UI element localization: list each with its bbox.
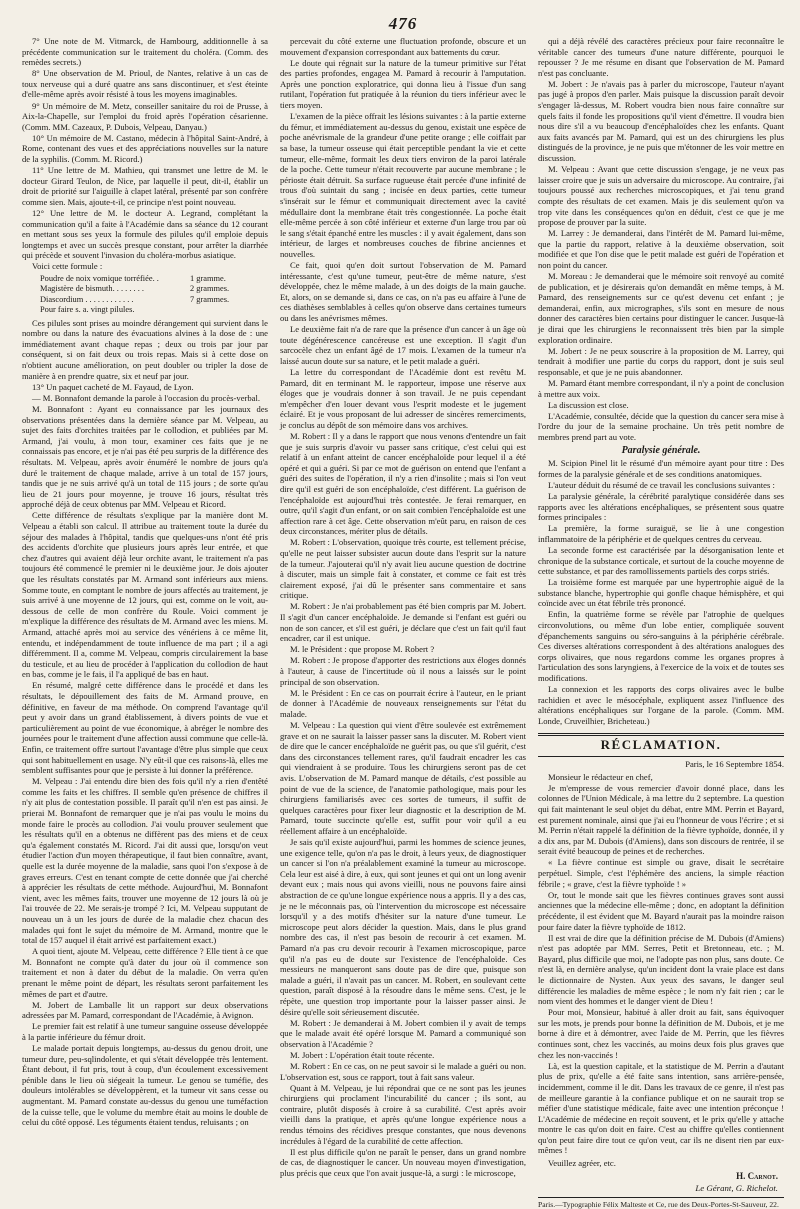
paragraph: Cette différence de résultats s'explique par la manière dont M. Velpeau a établi son calcul. Il attribue au traitement toute la durée du séjour des malades à l'hôpital, tandis que quelques-uns n'ont été pris des accidents d'orchite que plusieurs jours après leur entrée, et que chez d'autres qui avaient déjà leur orchite avant, le traitement n'a pas toujours été commencé le premier ni le deuxième jour. Je dois ajouter que les résultats constatés par M. Armand sont inférieurs aux miens. Somme toute, en comptant le nombre de jours affectés au traitement, je suis arrivé à une moyenne de 12 jours, qui est, comme on le voit, au-dessous de celle de mon confrère du Roule. Voici comment je m'explique la différence des résultats de M. Armand avec les miens. M. Armand, attaché après moi au service des vénériens à ce même lit, entendu, et indépendamment de toute influence de ma part ; il a agi différemment. Il a, comme M. Velpeau, compris circulairement la base du testicule, et au lieu de procéder à l'application du collodion de haut en bas, comme je le fais, il l'a appliqué de bas en haut. xyxy=(22,510,268,680)
paragraph: Le malade portait depuis longtemps, au-dessus du genou droit, une tumeur dure, peu-sqlindolente, et qui s'était développée très lentement. Étant debout, il fut pris, tout à coup, d'un écoulement excessivement pénible dans le lieu où siégeait la tumeur. Le genou se tuméfie, des douleurs intolérables se développèrent, et la tumeur vit sans cesse ou augmentant. M. Pamard constate au-dessus du genou une tuméfaction de la cuisse telle, que le volume du membre était au moins le double de celui du côté opposé. Les téguments étaient tendus, reluisants ; on xyxy=(22,1043,268,1128)
paragraph: Il est plus difficile qu'on ne paraît le penser, dans un grand nombre de cas, de diagnostiquer le cancer. Un nouveau moyen d'investigation, plus précis que ceux que l'on avait jusque-là, a surgi : le microscope, xyxy=(280,1146,526,1178)
page-number: 476 xyxy=(388,14,418,33)
paragraph: La paralysie générale, la cérébrité paralytique considérée dans ses rapports avec les altérations encéphaliques, se présentent sous quatre formes principales : xyxy=(538,490,784,523)
paragraph: La connexion et les rapports des corps olivaires avec le bulbe rachidien et avec le mésocéphale, expliquent assez l'influence des altérations encéphaliques sur l'organe de la parole. (Comm. MM. Londe, Cruveilhier, Bricheteau.) xyxy=(538,684,784,726)
paragraph: M. Robert : Je propose d'apporter des restrictions aux éloges donnés à l'auteur, à cause de l'incertitude où il nous a laissés sur le point principal de son observation. xyxy=(280,655,526,687)
paragraph: La seconde forme est caractérisée par la désorganisation lente et chronique de la substance corticale, et surtout de la couche moyenne de cette substance, et par des ramollissements partiels des corps striés. xyxy=(538,544,784,577)
reclamation-title: RÉCLAMATION. xyxy=(600,736,722,752)
paragraph: L'auteur déduit du résumé de ce travail les conclusions suivantes : xyxy=(548,479,775,490)
paragraph: M. Robert : L'observation, quoique très courte, est tellement précise, qu'elle ne peut laisser subsister aucun doute dans l'esprit sur la nature de la tumeur. J'ajouterai qu'il n'y avait lieu aucune question de doctrine à discuter, mais un simple fait à constater, et comme ce fait est très clairement exposé, j'ai dû le présenter sans commentaire et sans critique. xyxy=(280,537,526,601)
paragraph: M. Jobert de Lamballe lit un rapport sur deux observations adressées par M. Pamard, correspondant de l'Académie, à Avignon. xyxy=(22,999,268,1021)
paragraph: M. Bonnafont : Ayant eu connaissance par les journaux des observations présentées dans la dernière séance par M. Velpeau, au sujet des faits d'orchites traitées par le collodion, et publiées par M. Armand, j'ai voulu, à mon tour, examiner ces faits que je ne connaissais pas encore, et je n'ai pas été peu surpris de la différence des résultats. M. Velpeau, après avoir énuméré le nombre de jours qu'a duré le traitement de chaque malade, arrive à un total de 157 jours, tandis que je ne suis arrivé qu'à un total de 115 jours ; de sorte qu'au lieu de 21 jours pour moyenne, je trouve 16 jours, résultat très approché déjà de ceux obtenus par MM. Velpeau et Ricord. xyxy=(22,403,268,510)
paragraph: M. Velpeau : La question qui vient d'être soulevée est extrêmement grave et on ne saurait la laisser passer sans la discuter. M. Robert vient de dire que le cancer encéphaloïde ne guérit pas, ou que s'il guérit, c'est dans des circonstances tellement rares, qu'il faudrait encadrer les cas qui viendraient à se produire. Tous les chirurgiens seront pas de cet avis. L'observation de M. Pamard manque de détails, c'est possible au point de vue de la science, de l'anatomie pathologique, mais pour les chirurgiens familiarisés avec ces sortes de tumeurs, il suffit de quelques caractères pour fixer leur diagnostic et la description de M. Pamard, toute succincte qu'elle est, suffit pour voir qu'il a eu réellement affaire à un encéphaloïde. xyxy=(280,720,526,836)
paragraph: 12° Une lettre de M. le docteur A. Legrand, complétant la communication qu'il a faite à l'Académie dans sa séance du 12 courant en mettant sous ses yeux la formule des pilules qu'il emploie depuis longtemps et avec un succès presque constant, pour arrêter la diarrhée qui précède et souvent l'invasion du choléra-morbus asiatique. xyxy=(22,208,268,261)
paragraph: M. Robert : Je demanderai à M. Jobert combien il y avait de temps que le malade avait été opéré lorsque M. Pamard a communiqué son observation à l'Académie ? xyxy=(280,1017,526,1049)
printer-imprint: Paris.—Typographie Félix Malteste et Ce, rue des Deux-Portes-St-Sauveur, 22. xyxy=(538,1197,784,1209)
formula-ingredient: Magistère de bismuth. . . . . . . . xyxy=(40,284,144,294)
reclamation-paragraphs xyxy=(538,783,784,1156)
paragraph: Ces pilules sont prises au moindre dérangement qui survient dans le nombre ou dans la nature des évacuations alvines à la dose de : une immédiatement avant chaque repas ; deux ou trois par jour par conséquent, si on fait deux ou trois repas. Mais si à cette dose on n'obtient aucune amélioration, on peut doubler ou tripler la dose de manière à en prendre quatre, six et neuf par jour. xyxy=(22,317,268,381)
formula-quantity: 2 grammes. xyxy=(190,284,230,294)
column-3 xyxy=(538,36,784,1209)
paragraph: M. Moreau : Je demanderai que le mémoire soit renvoyé au comité de publication, et je désirerais qu'on demandât en même temps, à M. Pamard, des renseignements sur ce qu'est devenu cet enfant ; je demanderai, enfin, aux micrographes, s'ils sont en mesure de nous donner des caractères bien certains pour distinguer le cancer. Jusque-là je dirai que les chirurgiens le reconnaissent très bien par la simple exploration ordinaire. xyxy=(538,271,784,345)
formula-quantity xyxy=(190,305,268,315)
paragraph: En résumé, malgré cette différence dans le procédé et dans les résultats, le dépouillement des faits de M. Armand prouve, en définitive, en faveur de ma méthode. On comprend l'avantage qu'il peut y avoir dans un grand établissement, à divers points de vue et particulièrement au point de vue économique, à abréger le nombre des journées pour le traitement d'une affection aussi commune que celle-là. Enfin, ce traitement offre surtout l'avantage d'être plus simple que ceux qui sont habituellement en usage. N'y eût-il que ces raisons-là, elles me semblent suffisantes pour que je persiste à lui donner la préférence. xyxy=(22,680,268,776)
paragraph: 13° Un paquet cacheté de M. Fayaud, de Lyon. xyxy=(32,381,194,392)
pill-formula xyxy=(40,274,268,316)
formula-ingredient: Pour faire s. a. vingt pilules. xyxy=(40,305,135,315)
paragraph: « La fièvre continue est simple ou grave, disait le secrétaire perpétuel. Simple, c'est l'éphémère des anciens, la simple réaction fébrile ; « grave, c'est la fièvre typhoïde ! » xyxy=(538,857,784,889)
paragraph: — M. Bonnafont demande la parole à l'occasion du procès-verbal. xyxy=(32,392,261,403)
paragraph: M. le Président : que propose M. Robert ? xyxy=(290,644,435,655)
paragraph: M. Jobert : L'opération était toute récente. xyxy=(290,1049,435,1060)
divider xyxy=(538,733,784,736)
paragraph: La discussion est close. xyxy=(548,399,629,410)
paragraph: 7° Une note de M. Vitmarck, de Hambourg, additionnelle à sa précédente communication sur le traitement du choléra. (Comm. des remèdes secrets.) xyxy=(22,36,268,68)
columns xyxy=(22,36,784,1209)
divider-thin xyxy=(538,756,784,757)
paragraph: Voici cette formule : xyxy=(32,261,103,272)
formula-row xyxy=(40,284,268,294)
reclamation-signature: H. Carnot. xyxy=(736,1170,778,1181)
paragraph: Je sais qu'il existe aujourd'hui, parmi les hommes de science jeunes, une exigence telle, qu'on n'a pas le droit, à leurs yeux, de diagnostiquer un cancer si l'on n'a préalablement examiné la tumeur au microscope. Cela leur est aisé à dire, à eux, qui sont jeunes et qui ont un long avenir devant eux ; mais nous qui avons vieilli, nous ne pouvons faire ainsi abstraction de ce qu'une longue expérience nous a appris. Il y a des cas, je ne le méconnais pas, où l'intervention du microscope est nécessaire lorsqu'il y a des motifs d'hésiter sur la nature d'une tumeur. Le microscope peut alors décider la question. Mais, dans le plus grand nombre des cas, il n'est pas besoin de recourir à cet examen. M. Pamard n'a pas cru devoir recourir à l'examen microscopique, parce qu'il n'a pas eu de doute sur l'existence de l'encéphaloïde. Ces messieurs ne manqueront sans doute pas de dire que, puisque son malade a guéri, il n'avait pas un cancer. M. Robert, en soulevant cette question, paraît disposé à la résoudre dans le même sens. C'est, je le répète, une question trop importante pour la laisser passer ainsi. Je désire qu'elle soit sérieusement discutée. xyxy=(280,837,526,1017)
formula-ingredient: Diascordium . . . . . . . . . . . . xyxy=(40,294,134,304)
paragraph: Le premier fait est relatif à une tumeur sanguine osseuse développée à la partie inférieure du fémur droit. xyxy=(22,1021,268,1042)
paragraph: La lettre du correspondant de l'Académie dont est revêtu M. Pamard, dit en terminant M. le rapporteur, impose une réserve aux éloges que je voudrais donner à son travail. Je ne puis cependant m'empêcher d'en louer devant vous l'esprit modeste et le jugement éclairé. Et je vous proposant de lui adresser de sincères remerciments, je conclus au dépôt de son mémoire dans vos archives. xyxy=(280,366,526,430)
gerant-line: Le Gérant, G. Richelot. xyxy=(695,1183,778,1194)
paragraph: Pour moi, Monsieur, habitué à aller droit au fait, sans équivoquer sur les mots, je prends pour bonne la définition de M. Dubois, et je me borne à dire et à démontrer, avec l'aide de M. Perrin, que les fièvres continues sont, chez les vaccinés, au moins deux fois plus graves que chez les non-vaccinés ! xyxy=(538,1007,784,1060)
paragraph: La première, la forme suraiguë, se lie à une congestion inflammatoire de la périphérie et de quelques centres du cerveau. xyxy=(538,523,784,544)
newspaper-page xyxy=(22,14,784,1209)
formula-row xyxy=(40,274,268,284)
column-1 xyxy=(22,36,268,1128)
paragraph: 11° Une lettre de M. Mathieu, qui transmet une lettre de M. le docteur Girard Teulon, de Nice, par laquelle il peut, dit-il, établir un droit de priorité sur l'aiguille à clapet latéral, présenté par son confrère comme sien. Mais, ajoute-t-il, ce principe n'est point nouveau. xyxy=(22,165,268,207)
paragraph: Là, est la question capitale, et la statistique de M. Perrin a d'autant plus de prix, qu'elle a été faite sans intention, sans arrière-pensée, incidemment, comme il le dit. Dans les travaux de ce genre, il n'est pas de meilleure garantie à la confiance publique et on ne saurait trop se méfier d'une statistique médicale, faite avec une intention préconçue ! L'Académie de médecine en reçoit souvent, et le prix qu'elle y attache montre le cas qu'on doit en faire. C'est au chiffre qu'elles contiennent qu'on peut faire dire tout ce qu'on veut, car ils ne disent rien par eux-mêmes ! xyxy=(538,1060,784,1156)
column-2 xyxy=(280,36,526,1178)
paragraph: Or, tout le monde sait que les fièvres continues graves sont aussi anciennes que la médecine elle-même ; donc, en adoptant la définition précédente, il est évident que M. Bayard n'aurait pas la moindre raison pour faire dater la fièvre typhoïde de 1812. xyxy=(538,889,784,932)
reclamation-salutation: Monsieur le rédacteur en chef, xyxy=(548,771,653,782)
paragraph: M. le Président : En ce cas on pourrait écrire à l'auteur, en le priant de donner à l'Académie de nouveaux renseignements sur l'état du malade. xyxy=(280,687,526,719)
paragraph: Le deuxième fait n'a de rare que la présence d'un cancer à un âge où toute dégénérescence cancéreuse est une exception. Il s'agit d'un sarcocèle chez un enfant âgé de 17 mois. L'examen de la tumeur n'a laissé aucun doute sur sa nature, et le petit malade a guéri. xyxy=(280,324,526,366)
paragraph: 9° Un mémoire de M. Metz, conseiller sanitaire du roi de Prusse, à Aix-la-Chapelle, sur l'emploi du froid après l'opération césarienne. (Comm. MM. Cazeaux, P. Dubois, Velpeau, Danyau.) xyxy=(22,100,268,132)
section-title-paralysie: Paralysie générale. xyxy=(621,444,701,456)
column-1-paragraphs xyxy=(22,36,268,272)
paragraph: L'examen de la pièce offrait les lésions suivantes : à la partie externe du fémur, et immédiatement au-dessus du genou, existait une espèce de poche anévrismale de la grandeur d'une petite orange ; elle coiffait par sa base, la tumeur osseuse qui était perceptible pendant la vie et cette tumeur, elle-même, formait les deux tiers environ de la paroi latérale de la poche. Cette tumeur n'était recouverte par aucune membrane ; le périoste était détruit. Sa surface rugueuse était percée d'une infinité de trous d'où suintait du sang ; incisée en deux parties, cette tumeur s'insérait sur le fémur et communiquait directement avec la cavité médullaire dont la membrane était très congestionnée. La poche était elle-même percée à son côté inférieur et externe d'un large trou par où le sang s'était épanché entre les muscles : il y avait également, dans son intérieur, de larges et nombreuses couches de fibrine anciennes et nouvelles. xyxy=(280,111,526,259)
formula-quantity: 7 grammes. xyxy=(190,294,230,304)
paragraph: M. Robert : En ce cas, on ne peut savoir si le malade a guéri ou non. L'observation est, sous ce rapport, tout à fait sans valeur. xyxy=(280,1061,526,1082)
paragraph: L'Académie, consultée, décide que la question du cancer sera mise à l'ordre du jour de la semaine prochaine. Un très petit nombre de membres prend part au vote. xyxy=(538,410,784,442)
paragraph: A quoi tient, ajoute M. Velpeau, cette différence ? Elle tient à ce que M. Bonnafont ne compte qu'à dater du jour où il commence son traitement et non à dater du début de la maladie. On verra qu'en prenant le même point de départ, les résultats seront parfaitement les mêmes de part et d'autre. xyxy=(22,946,268,999)
paralysie-paragraphs xyxy=(538,458,784,726)
paragraph: M. Jobert : Je n'avais pas à parler du microscope, l'auteur n'ayant pas jugé à propos d'en parler. Mais puisque la discussion paraît devoir s'engager là-dessus, M. Robert voudra bien nous faire connaître sur quels faits il fonde les propositions qu'il vient d'émettre. Il voudra bien nous dire s'il a vu beaucoup d'encéphaloïdes chez les enfants. Quant aux faits avancés par M. Pamard, qui est un des chirurgiens les plus distingués de la province, je ne puis que m'étonner de les voir mettre en discussion. xyxy=(538,78,784,164)
paragraph: Je m'empresse de vous remercier d'avoir donné place, dans les colonnes de l'Union Médicale, à ma lettre du 2 septembre. La question qui fait maintenant le seul objet du débat, entre MM. Perrin et Bayard, est purement nominale, ainsi que j'ai eu l'honneur de vous l'écrire ; et si M. Perrin n'était rappelé la définition de la fièvre typhoïde, donnée, il y a dix ans, par M. Dubois (d'Amiens), dans son discours de rentrée, il se serait évité beaucoup de peines et de recherches. xyxy=(538,782,784,857)
paragraph: Il est vrai de dire que la définition précise de M. Dubois (d'Amiens) n'est pas adoptée par MM. Serres, Petit et Bretonneau, etc. ; M. Bayard, plus difficile que moi, ne l'adopte pas non plus, sans doute. Ce n'est là, en dernière analyse, qu'un incident dont la vraie place est dans le dictionnaire de Nysten. Aux yeux des savans, le danger seul différencie les maladies de même espèce ; le nom n'y fait rien ; car le nom vient des hommes et le danger vient de Dieu ! xyxy=(538,932,784,1007)
paragraph: 8° Une observation de M. Prioul, de Nantes, relative à un cas de toux nerveuse qui a duré quatre ans sans discontinuer, et s'est éteinte d'elle-même après avoir résisté à tous les moyens imaginables. xyxy=(22,68,268,100)
formula-ingredient: Poudre de noix vomique torréfiée. . xyxy=(40,274,159,284)
formula-row xyxy=(40,295,268,305)
paragraph: Le doute qui régnait sur la nature de la tumeur primitive sur l'état des parties profondes, engagea M. Pamard à recourir à l'amputation. Après une ponction exploratrice, qui donna lieu à l'issue d'un sang rutilant, l'opération fut pratiquée à la réunion du tiers inférieur avec le tiers moyen. xyxy=(280,57,526,111)
paragraph: M. Velpeau : Avant que cette discussion s'engage, je ne veux pas laisser croire que je suis un adversaire du microscope. Au contraire, j'ai toujours poussé aux recherches microscopiques, et j'ai tenu grand compte des résultats de cet examen. Mais je dis seulement qu'on va trop vite dans les conséquences qu'on en déduit, c'est ce que je me propose de prouver par la suite. xyxy=(538,164,784,228)
reclamation-dateline: Paris, le 16 Septembre 1854. xyxy=(685,759,784,770)
reclamation-closing: Veuillez agréer, etc. xyxy=(548,1158,616,1169)
paragraph: percevait du côté externe une fluctuation profonde, obscure et un mouvement d'expansion correspondant aux battements du cœur. xyxy=(280,36,526,57)
paragraph: M. Scipion Pinel lit le résumé d'un mémoire ayant pour titre : Des formes de la paralysie générale et de ses conditions anatomiques. xyxy=(538,458,784,479)
paragraph: La troisième forme est marquée par une hypertrophie aiguë de la substance blanche, hypertrophie qui gonfle chaque hémisphère, et qui coïncide avec un état fébrile très prononcé. xyxy=(538,577,784,609)
paragraph: M. Larrey : Je demanderai, dans l'intérêt de M. Pamard lui-même, que la partie du rapport, relative à la deuxième observation, soit modifiée et que l'on dise que le petit malade est guéri de l'opération et non point du cancer. xyxy=(538,228,784,270)
paragraph: M. Jobert : Je ne peux souscrire à la proposition de M. Larrey, qui tendrait à modifier une partie du corps du rapport, dont je suis seul responsable, et que je ne puis abandonner. xyxy=(538,345,784,377)
paragraph: M. Robert : Il y a dans le rapport que nous venons d'entendre un fait que je suis surpris d'avoir vu passer sans critique, c'est celui qui est relatif à un enfant atteint de cancer encéphaloïde pour lequel il a été opéré et qui a guéri. Si par ce mot de guérison on entend que l'enfant a guéri des suites de l'opération, il n'y a rien d'insolite ; mais si l'on veut dire qu'il est guéri de son encéphaloïde, c'est différent. La guérison de l'encéphaloïde est aujourd'hui très contestée. Je ferai remarquer, en outre, qu'il s'agit d'un enfant, or on sait combien l'encéphaloïde est une affection rare à cet âge. Cette observation m'eût paru, en raison de ces deux circonstances, mériter plus de détails. xyxy=(280,430,526,537)
paragraph: Quant à M. Velpeau, je lui répondrai que ce ne sont pas les jeunes chirurgiens qui proclament l'incurabilité du cancer ; ils sont, au contraire, plutôt disposés à croire à sa curabilité. C'est après avoir vieilli dans la pratique, et après qu'une longue expérience nous a rendus témoins des récidives presque constantes, que nous devenons incrédules à l'égard de la curabilité de cette affection. xyxy=(280,1082,526,1146)
paragraph: M. Pamard étant membre correspondant, il n'y a point de conclusion à mettre aux voix. xyxy=(538,378,784,399)
formula-quantity: 1 gramme. xyxy=(190,274,226,284)
paragraph: qui a déjà révélé des caractères précieux pour faire reconnaître le véritable cancer des tumeurs d'une nature différente, pourquoi le repousser ? Je me résume en disant que l'observation de M. Pamard n'est pas concluante. xyxy=(538,36,784,78)
paragraph: Enfin, la quatrième forme se révèle par l'atrophie de quelques circonvolutions, ou même d'un lobe entier, compliquée souvent d'épanchements sanguins ou séro-sanguins à la périphérie cérébrale. Ces diverses altérations correspondent à des altérations analogues des corps olivaires, que nous regardons comme les organes propres à l'articulation des sons laryngiens, à l'exercice de la voix et de toutes ses modifications. xyxy=(538,609,784,684)
column-3-paragraphs xyxy=(538,36,784,443)
column-1-paragraphs-after xyxy=(22,318,268,1128)
paragraph: 10° Un mémoire de M. Castano, médecin à l'hôpital Saint-André, à Rome, contenant des vues et des appréciations nouvelles sur la nature de la syphilis. (Comm. M. Ricord.) xyxy=(22,132,268,165)
paragraph: Ce fait, quoi qu'en doit surtout l'observation de M. Pamard intéressante, c'est qu'une tumeur, peut-être de même nature, s'est développée, chez le même malade, à un des doigts de la main gauche. Et, alors, on se demande si, dans ce cas, on n'a pas eu affaire à l'une de ces diathèses semblables à celles qu'on observe dans certaines tumeurs ou dans les anévrismes mêmes. xyxy=(280,259,526,323)
column-2-paragraphs xyxy=(280,36,526,1179)
formula-row xyxy=(40,305,268,315)
paragraph: M. Velpeau : J'ai entendu dire bien des fois qu'il n'y a rien d'entêté comme les faits et les chiffres. Il semble qu'en présence de chiffres il n'y ait plus de contestation possible. Il paraît qu'il n'en est pas ainsi. Je prierai M. Bonnafont de remarquer que je n'ai pas voulu le moins du monde faire le procès au collodion. J'ai voulu prouver seulement que les résultats qu'il en a obtenus ne diffèrent pas des miens et de ceux qu'a également constatés M. Ricord. J'ai dit aussi que, lorsqu'on veut étudier l'action d'un moyen thérapeutique, il faut bien connaître, avant, quelle est la durée moyenne de la maladie, sans quoi l'on s'expose à de graves erreurs. C'est en tenant compte de cette donnée que j'ai cherché à apprécier les résultats de cette méthode. Aujourd'hui, M. Bonnafont vient, avec les mêmes faits, trouver une moyenne de 12 jours là où je l'ai trouvée de 22. Me serais-je trompé ? Ici, M. Velpeau supputant de nouveau un à un les jours de durée de la maladie chez chacun des malades qui font le sujet du mémoire de M. Armand, montre que le total de 157 auquel il était arrivé est parfaitement exact.) xyxy=(22,776,268,946)
paragraph: M. Robert : Je n'ai probablement pas été bien compris par M. Jobert. Il s'agit d'un cancer encéphaloïde. Je demande si l'enfant est guéri ou non de son cancer, et s'il est guéri, je déclare que c'est un fait qu'il faut encadrer, car il est unique. xyxy=(280,601,526,644)
